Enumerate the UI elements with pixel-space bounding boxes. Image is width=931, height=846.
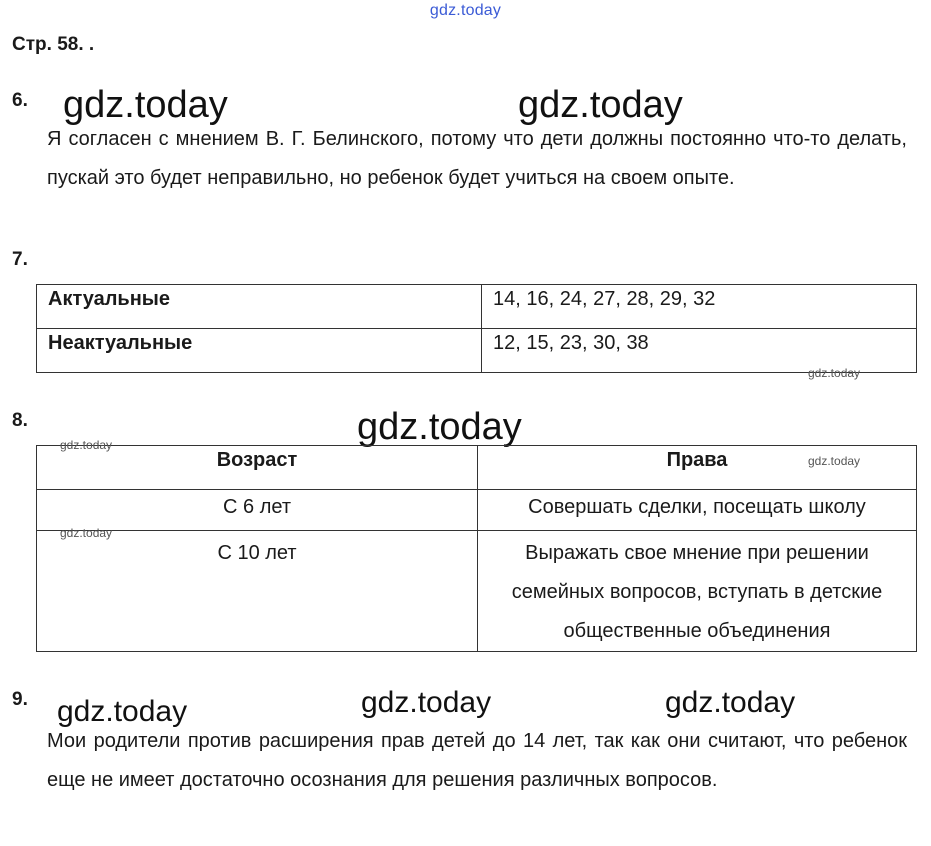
question-7-number: 7. <box>12 249 28 270</box>
table-cell-label: Неактуальные <box>37 329 482 373</box>
table-cell-value: 14, 16, 24, 27, 28, 29, 32 <box>482 285 917 329</box>
question-6-answer: Я согласен с мнением В. Г. Белинского, потому что дети должны постоянно что-то делать, пускай это будет неправильно, но ребенок будет учиться на своем опыте. <box>47 128 907 189</box>
table-cell-age: С 10 лет <box>37 531 478 652</box>
table-cell-rights: Совершать сделки, посещать школу <box>478 490 917 531</box>
watermark: gdz.today <box>518 84 683 126</box>
question-9-number: 9. <box>12 689 28 710</box>
watermark: gdz.today <box>57 695 188 728</box>
table-cell-rights: Выражать свое мнение при решении семейных вопросов, вступать в детские общественные объединения <box>478 531 917 652</box>
watermark: gdz.today <box>361 686 492 719</box>
table-row <box>37 329 917 373</box>
question-7-table <box>36 284 917 373</box>
page-header: Стр. 58. . <box>12 34 95 55</box>
table-cell-label: Актуальные <box>37 285 482 329</box>
question-8-table <box>36 445 917 652</box>
watermark: gdz.today <box>60 526 113 540</box>
table-cell-age: С 6 лет <box>37 490 478 531</box>
table-row <box>37 490 917 531</box>
watermark: gdz.today <box>808 454 861 468</box>
watermark: gdz.today <box>63 84 228 126</box>
watermark: gdz.today <box>808 366 861 380</box>
question-6-number: 6. <box>12 90 28 111</box>
table-row <box>37 531 917 652</box>
watermark: gdz.today <box>60 438 113 452</box>
table-header-row <box>37 446 917 490</box>
watermark-top: gdz.today <box>429 2 502 19</box>
table-cell-value: 12, 15, 23, 30, 38 <box>482 329 917 373</box>
watermark: gdz.today <box>357 406 522 448</box>
watermark: gdz.today <box>665 686 796 719</box>
table-row <box>37 285 917 329</box>
column-header-age: Возраст <box>37 446 478 490</box>
column-header-rights: Права <box>478 446 917 490</box>
question-9-answer: Мои родители против расширения прав детей до 14 лет, так как они считают, что ребенок еще не имеет достаточно осознания для решения различных вопросов. <box>47 730 907 791</box>
question-8-number: 8. <box>12 410 28 431</box>
